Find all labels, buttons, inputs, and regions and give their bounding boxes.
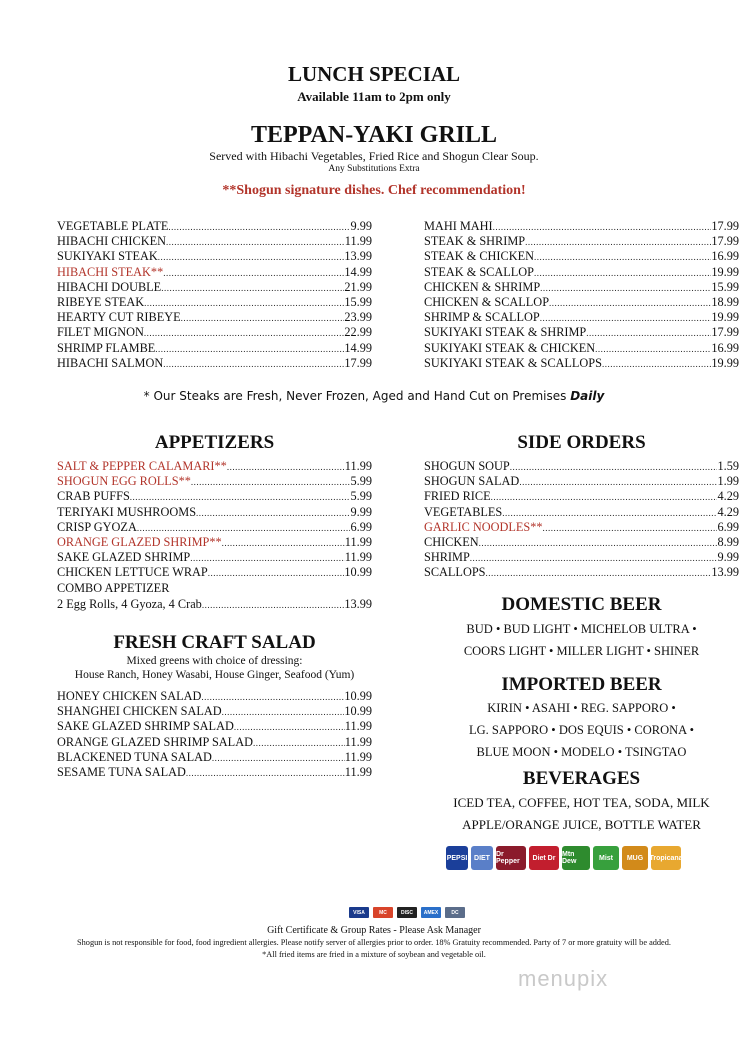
dot-leader xyxy=(163,266,344,281)
teppan-description: Served with Hibachi Vegetables, Fried Rice and Shogun Clear Soup. xyxy=(209,149,539,163)
menu-item xyxy=(57,535,372,550)
menu-item-price: 11.99 xyxy=(344,234,372,249)
menu-item-name: SHANGHEI CHICKEN SALAD xyxy=(57,704,222,719)
menu-item xyxy=(424,265,739,280)
menu-item xyxy=(424,219,739,234)
menu-item-name: CHICKEN LETTUCE WRAP xyxy=(57,565,208,580)
menu-item xyxy=(57,735,372,750)
menu-item-name: SUKIYAKI STEAK xyxy=(57,249,158,264)
menu-item-price: 6.99 xyxy=(350,519,372,534)
dot-leader xyxy=(510,460,718,475)
dot-leader xyxy=(549,296,711,311)
dot-leader xyxy=(190,551,345,566)
menu-item xyxy=(57,750,372,765)
dot-leader xyxy=(595,342,711,357)
menu-item-price: 4.29 xyxy=(717,504,739,519)
teppan-left-list xyxy=(57,219,372,371)
menu-item-name: SHRIMP FLAMBE xyxy=(57,340,156,355)
menu-item-price: 4.29 xyxy=(717,489,739,504)
menu-item-name: STEAK & CHICKEN xyxy=(424,249,534,264)
dot-leader xyxy=(191,475,351,490)
menu-item-name: 2 Egg Rolls, 4 Gyoza, 4 Crab xyxy=(57,597,202,611)
menu-item-name: SAKE GLAZED SHRIMP SALAD xyxy=(57,719,234,734)
menu-item xyxy=(424,565,739,580)
menu-item xyxy=(57,310,372,325)
menu-item-name: RIBEYE STEAK xyxy=(57,294,145,309)
menu-item xyxy=(57,520,372,535)
dot-leader xyxy=(493,220,712,235)
dot-leader xyxy=(163,357,344,372)
menu-item-price: 1.99 xyxy=(717,474,739,489)
steak-note-text: * Our Steaks are Fresh, Never Frozen, Aged and Hand Cut on Premises xyxy=(143,389,567,403)
menu-item-name: STEAK & SHRIMP xyxy=(424,234,526,249)
beverages-title: BEVERAGES xyxy=(522,768,641,789)
menu-item-name: FILET MIGNON xyxy=(57,325,144,340)
menu-item xyxy=(424,356,739,371)
menu-item xyxy=(57,325,372,340)
menu-item xyxy=(57,489,372,504)
menu-item-price: 16.99 xyxy=(711,249,739,264)
payment-card-icon: DC xyxy=(445,907,465,918)
dot-leader xyxy=(540,281,711,296)
menu-item-name: GARLIC NOODLES** xyxy=(424,519,543,534)
substitutions-note: Any Substitutions Extra xyxy=(328,164,420,174)
menu-item xyxy=(57,249,372,264)
beverages-line-2: APPLE/ORANGE JUICE, BOTTLE WATER xyxy=(462,817,701,832)
menu-item-price: 10.99 xyxy=(344,689,372,703)
menu-item xyxy=(57,565,372,580)
menu-item-name: HEARTY CUT RIBEYE xyxy=(57,310,181,325)
beverages-list xyxy=(424,792,739,836)
dot-leader xyxy=(519,475,717,490)
menu-item-name: SAKE GLAZED SHRIMP xyxy=(57,550,191,565)
teppan-title: TEPPAN-YAKI GRILL xyxy=(250,122,498,148)
menu-item-name: HONEY CHICKEN SALAD xyxy=(57,689,202,703)
dot-leader xyxy=(534,250,711,265)
side-orders-title: SIDE ORDERS xyxy=(517,432,646,453)
menu-item-price: 21.99 xyxy=(344,279,372,294)
menu-item-name: SUKIYAKI STEAK & CHICKEN xyxy=(424,340,596,355)
menu-item xyxy=(57,474,372,489)
gift-certificate-note: Gift Certificate & Group Rates - Please Ask Manager xyxy=(267,925,481,936)
dot-leader xyxy=(479,536,718,551)
menu-item-name: STEAK & SCALLOP xyxy=(424,264,534,279)
dot-leader xyxy=(144,296,344,311)
menu-item-name: HIBACHI SALMON xyxy=(57,355,164,370)
menu-item-price: 5.99 xyxy=(350,489,372,504)
dot-leader xyxy=(202,598,345,613)
menu-item-price: 16.99 xyxy=(711,340,739,355)
menu-item xyxy=(424,295,739,310)
menu-item xyxy=(57,597,372,612)
menu-item-name: MAHI MAHI xyxy=(424,219,493,233)
menu-item-name: ORANGE GLAZED SHRIMP** xyxy=(57,534,222,549)
menu-item xyxy=(424,325,739,340)
menu-item-name: HIBACHI CHICKEN xyxy=(57,234,166,249)
dot-leader xyxy=(486,566,712,581)
menu-item-price: 17.99 xyxy=(711,234,739,249)
dot-leader xyxy=(502,506,717,521)
menu-item xyxy=(57,550,372,565)
menu-item-name: TERIYAKI MUSHROOMS xyxy=(57,504,197,519)
dot-leader xyxy=(540,311,712,326)
page-title: LUNCH SPECIAL xyxy=(287,62,461,86)
imported-beer-line-2: LG. SAPPORO • DOS EQUIS • CORONA • xyxy=(469,723,694,737)
imported-beer-list xyxy=(424,697,739,763)
menu-item xyxy=(57,265,372,280)
availability-note: Available 11am to 2pm only xyxy=(297,89,451,104)
menu-item-price: 9.99 xyxy=(350,504,372,519)
dot-leader xyxy=(181,311,345,326)
soda-logo: Tropicana xyxy=(651,846,681,870)
allergy-note: Shogun is not responsible for food, food ingredient allergies. Please notify server of allergies prior to order. 18% Gratuity recommended. Party of 7 or more gratuity will be added. xyxy=(77,938,671,947)
menu-item xyxy=(57,219,372,234)
menu-item-price: 19.99 xyxy=(711,264,739,279)
beverages-line-1: ICED TEA, COFFEE, HOT TEA, SODA, MILK xyxy=(453,795,710,810)
domestic-beer-line-1: BUD • BUD LIGHT • MICHELOB ULTRA • xyxy=(466,622,697,636)
menu-item-name: SUKIYAKI STEAK & SCALLOPS xyxy=(424,355,602,370)
dot-leader xyxy=(491,490,718,505)
menu-item-price: 11.99 xyxy=(344,550,372,565)
menu-item xyxy=(57,505,372,520)
appetizers-list xyxy=(57,459,372,581)
salad-description-1: Mixed greens with choice of dressing: xyxy=(126,655,303,667)
dot-leader xyxy=(161,281,344,296)
soda-logo: DIET xyxy=(471,846,493,870)
menu-item-price: 11.99 xyxy=(344,749,372,764)
steak-note-emphasis: Daily xyxy=(570,389,605,403)
menu-item-price: 17.99 xyxy=(344,355,372,370)
menu-item-price: 19.99 xyxy=(711,355,739,370)
menu-item-name: CHICKEN & SHRIMP xyxy=(424,279,541,294)
dot-leader xyxy=(602,357,711,372)
menu-item-price: 19.99 xyxy=(711,310,739,325)
menu-item-name: CRISP GYOZA xyxy=(57,519,137,534)
steak-note xyxy=(0,389,748,403)
menu-item xyxy=(424,310,739,325)
dot-leader xyxy=(144,326,344,341)
menu-item-price: 23.99 xyxy=(344,310,372,325)
payment-card-icon: MC xyxy=(373,907,393,918)
menu-item-price: 18.99 xyxy=(711,294,739,309)
menu-item-price: 5.99 xyxy=(350,474,372,489)
menu-item xyxy=(57,719,372,734)
payment-card-icon: VISA xyxy=(349,907,369,918)
menu-item xyxy=(57,295,372,310)
dot-leader xyxy=(168,220,350,235)
dot-leader xyxy=(534,266,711,281)
imported-beer-line-3: BLUE MOON • MODELO • TSINGTAO xyxy=(476,745,687,759)
menu-item-name: FRIED RICE xyxy=(424,489,491,504)
menu-item xyxy=(57,356,372,371)
menu-item-price: 1.59 xyxy=(717,459,739,473)
combo-appetizer-label: COMBO APPETIZER xyxy=(57,581,170,595)
menu-item-name: SHOGUN SALAD xyxy=(424,474,520,489)
watermark-logo: menupix xyxy=(518,966,609,991)
menu-item xyxy=(57,234,372,249)
menu-item-price: 9.99 xyxy=(350,219,372,233)
menu-item xyxy=(57,689,372,704)
soda-logos xyxy=(446,846,681,870)
dot-leader xyxy=(222,705,345,720)
dot-leader xyxy=(130,490,351,505)
menu-item-name: SHOGUN SOUP xyxy=(424,459,510,473)
menu-item-price: 14.99 xyxy=(344,264,372,279)
imported-beer-title: IMPORTED BEER xyxy=(501,674,662,695)
teppan-right-list xyxy=(424,219,739,371)
soda-logo: MUG xyxy=(622,846,648,870)
salad-list xyxy=(57,689,372,780)
menu-item xyxy=(424,535,739,550)
menu-item xyxy=(57,765,372,780)
dot-leader xyxy=(186,766,345,781)
menu-item-price: 17.99 xyxy=(711,219,739,233)
menu-item-name: SESAME TUNA SALAD xyxy=(57,764,186,779)
dot-leader xyxy=(227,460,345,475)
payment-card-icon: AMEX xyxy=(421,907,441,918)
menu-item xyxy=(57,704,372,719)
side-orders-list xyxy=(424,459,739,581)
menu-item-price: 13.99 xyxy=(344,249,372,264)
dot-leader xyxy=(166,235,345,250)
dot-leader xyxy=(470,551,718,566)
menu-item-price: 15.99 xyxy=(711,279,739,294)
menu-item-price: 22.99 xyxy=(344,325,372,340)
soda-logo: Dr Pepper xyxy=(496,846,526,870)
menu-item xyxy=(57,341,372,356)
menu-item-name: VEGETABLE PLATE xyxy=(57,219,169,233)
payment-cards xyxy=(349,907,465,918)
menu-item-name: ORANGE GLAZED SHRIMP SALAD xyxy=(57,734,253,749)
dot-leader xyxy=(234,720,345,735)
menu-item-price: 6.99 xyxy=(717,519,739,534)
menu-item xyxy=(424,459,739,474)
menu-item-price: 11.99 xyxy=(344,764,372,779)
menu-item-name: CHICKEN xyxy=(424,534,479,549)
domestic-beer-line-2: COORS LIGHT • MILLER LIGHT • SHINER xyxy=(463,644,700,658)
soda-logo: Diet Dr xyxy=(529,846,559,870)
menu-item xyxy=(424,341,739,356)
menu-item xyxy=(424,550,739,565)
menu-item-price: 9.99 xyxy=(717,550,739,565)
menu-item-name: CRAB PUFFS xyxy=(57,489,130,504)
menu-item-price: 11.99 xyxy=(344,459,372,473)
salad-title: FRESH CRAFT SALAD xyxy=(113,632,316,653)
menu-item-price: 10.99 xyxy=(344,565,372,580)
menu-item-price: 13.99 xyxy=(711,565,739,580)
dot-leader xyxy=(155,342,344,357)
menu-item xyxy=(57,459,372,474)
salad-description-2: House Ranch, Honey Wasabi, House Ginger, Seafood (Yum) xyxy=(74,669,355,681)
fried-oil-note: *All fried items are fried in a mixture of soybean and vegetable oil. xyxy=(262,950,486,959)
dot-leader xyxy=(543,521,718,536)
dot-leader xyxy=(137,521,351,536)
menu-item xyxy=(424,249,739,264)
dot-leader xyxy=(253,736,345,751)
menu-item xyxy=(424,280,739,295)
menu-item-price: 17.99 xyxy=(711,325,739,340)
menu-item-name: SHOGUN EGG ROLLS** xyxy=(57,474,191,489)
dot-leader xyxy=(208,566,345,581)
menu-item-name: VEGETABLES xyxy=(424,504,503,519)
menu-item-name: SUKIYAKI STEAK & SHRIMP xyxy=(424,325,587,340)
menu-item-name: SHRIMP xyxy=(424,550,470,565)
dot-leader xyxy=(212,751,345,766)
menu-item-name: HIBACHI STEAK** xyxy=(57,264,164,279)
menu-item-price: 15.99 xyxy=(344,294,372,309)
soda-logo: Mtn Dew xyxy=(562,846,590,870)
combo-list xyxy=(57,597,372,612)
soda-logo: PEPSI xyxy=(446,846,468,870)
soda-logo: Mist xyxy=(593,846,619,870)
dot-leader xyxy=(158,250,345,265)
menu-item-price: 11.99 xyxy=(344,534,372,549)
menu-item-name: BLACKENED TUNA SALAD xyxy=(57,749,212,764)
dot-leader xyxy=(525,235,711,250)
menu-item-name: HIBACHI DOUBLE xyxy=(57,279,162,294)
menu-item-name: SCALLOPS xyxy=(424,565,486,580)
menu-item xyxy=(424,234,739,249)
dot-leader xyxy=(222,536,345,551)
menu-item-name: CHICKEN & SCALLOP xyxy=(424,294,550,309)
menu-item xyxy=(424,505,739,520)
menu-item-price: 13.99 xyxy=(344,597,372,611)
menu-item-price: 11.99 xyxy=(344,719,372,734)
menu-item xyxy=(424,520,739,535)
dot-leader xyxy=(201,690,344,705)
menu-item xyxy=(424,489,739,504)
menu-item-price: 11.99 xyxy=(344,734,372,749)
menu-item-name: SHRIMP & SCALLOP xyxy=(424,310,540,325)
menu-item xyxy=(57,280,372,295)
domestic-beer-list xyxy=(424,618,739,662)
dot-leader xyxy=(196,506,350,521)
dot-leader xyxy=(586,326,711,341)
appetizers-title: APPETIZERS xyxy=(154,432,275,453)
menu-item-name: SALT & PEPPER CALAMARI** xyxy=(57,459,227,473)
menu-item-price: 8.99 xyxy=(717,534,739,549)
domestic-beer-title: DOMESTIC BEER xyxy=(501,594,662,615)
menu-item-price: 10.99 xyxy=(344,704,372,719)
menu-item xyxy=(424,474,739,489)
payment-card-icon: DISC xyxy=(397,907,417,918)
imported-beer-line-1: KIRIN • ASAHI • REG. SAPPORO • xyxy=(487,701,676,715)
signature-note: **Shogun signature dishes. Chef recommendation! xyxy=(222,183,526,198)
menu-item-price: 14.99 xyxy=(344,340,372,355)
